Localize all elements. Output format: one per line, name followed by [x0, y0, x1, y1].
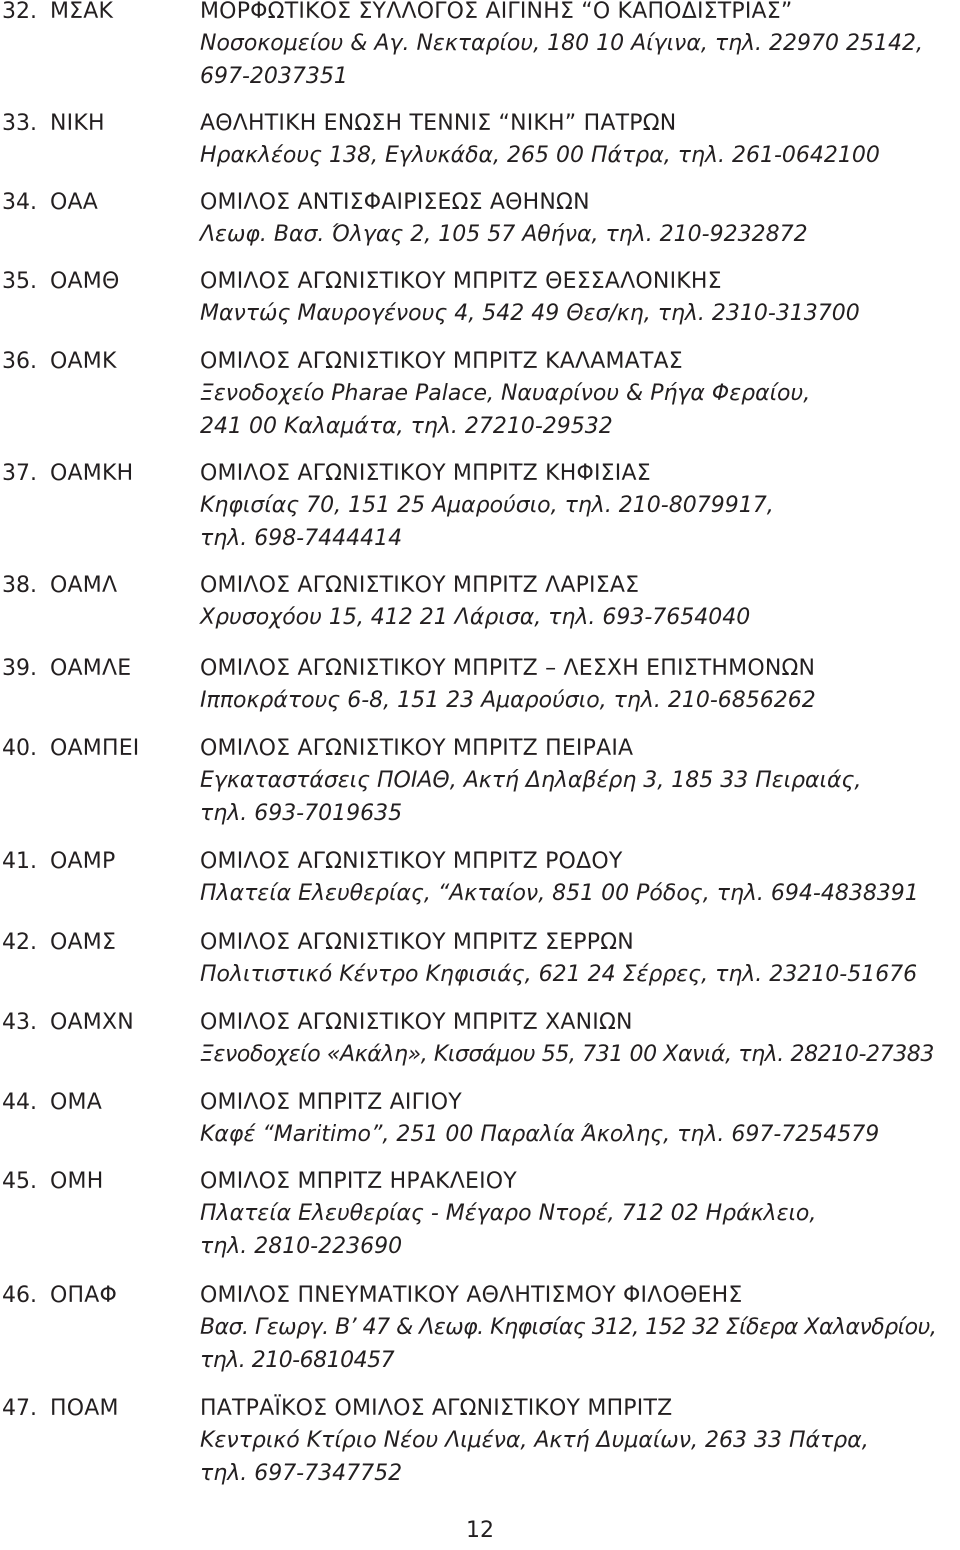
club-name: ΟΜΙΛΟΣ ΑΓΩΝΙΣΤΙΚΟΥ ΜΠΡΙΤΖ ΚΗΦΙΣΙΑΣ [200, 461, 651, 486]
address-line: τηλ. 693-7019635 [200, 800, 403, 826]
club-name: ΟΜΙΛΟΣ ΑΓΩΝΙΣΤΙΚΟΥ ΜΠΡΙΤΖ ΚΑΛΑΜΑΤΑΣ [200, 349, 683, 374]
entry-number: 35. [2, 269, 37, 294]
club-abbreviation: ΠΟΑΜ [50, 1396, 119, 1421]
club-address [200, 878, 955, 911]
address-line: τηλ. 697-7347752 [200, 1460, 403, 1486]
club-address [200, 1425, 955, 1490]
club-name: ΟΜΙΛΟΣ ΑΓΩΝΙΣΤΙΚΟΥ ΜΠΡΙΤΖ ΣΕΡΡΩΝ [200, 930, 634, 955]
club-address [200, 685, 955, 718]
entry-number: 33. [2, 111, 37, 136]
club-abbreviation: ΟΑΜΚΗ [50, 461, 134, 486]
club-address [200, 298, 955, 331]
address-line: 697-2037351 [200, 63, 348, 89]
entry-number: 46. [2, 1283, 37, 1308]
club-abbreviation: ΟΜΑ [50, 1090, 102, 1115]
entry-number: 42. [2, 930, 37, 955]
club-address [200, 28, 955, 93]
club-name: ΟΜΙΛΟΣ ΑΓΩΝΙΣΤΙΚΟΥ ΜΠΡΙΤΖ ΠΕΙΡΑΙΑ [200, 736, 634, 761]
entry-number: 47. [2, 1396, 37, 1421]
address-line: Κηφισίας 70, 151 25 Αμαρούσιο, τηλ. 210-8079917, [200, 493, 774, 518]
address-line: Πλατεία Ελευθερίας - Μέγαρο Ντορέ, 712 02 Ηράκλειο, [200, 1201, 817, 1226]
club-abbreviation: ΝΙΚΗ [50, 111, 105, 136]
entry-number: 38. [2, 573, 37, 598]
entry-number: 44. [2, 1090, 37, 1115]
club-name: ΟΜΙΛΟΣ ΑΓΩΝΙΣΤΙΚΟΥ ΜΠΡΙΤΖ ΧΑΝΙΩΝ [200, 1010, 633, 1035]
club-name: ΟΜΙΛΟΣ ΠΝΕΥΜΑΤΙΚΟΥ ΑΘΛΗΤΙΣΜΟΥ ΦΙΛΟΘΕΗΣ [200, 1283, 743, 1308]
club-name: ΟΜΙΛΟΣ ΑΓΩΝΙΣΤΙΚΟΥ ΜΠΡΙΤΖ ΛΑΡΙΣΑΣ [200, 573, 640, 598]
club-abbreviation: ΟΑΜΛ [50, 573, 118, 598]
club-abbreviation: ΟΠΑΦ [50, 1283, 118, 1308]
club-name: ΟΜΙΛΟΣ ΑΓΩΝΙΣΤΙΚΟΥ ΜΠΡΙΤΖ ΡΟΔΟΥ [200, 849, 623, 874]
club-address [200, 602, 955, 635]
entry-number: 45. [2, 1169, 37, 1194]
club-abbreviation: ΟΑΑ [50, 190, 99, 215]
address-line: τηλ. 698-7444414 [200, 525, 403, 551]
address-line: 241 00 Καλαμάτα, τηλ. 27210-29532 [200, 413, 613, 439]
club-name: ΜΟΡΦΩΤΙΚΟΣ ΣΥΛΛΟΓΟΣ ΑΙΓΙΝΗΣ “Ο ΚΑΠΟΔΙΣΤΡΙΑΣ” [200, 0, 793, 24]
address-line: Ξενοδοχείο Pharae Palace, Ναυαρίνου & Ρήγα Φεραίου, [200, 381, 811, 406]
address-line: Χρυσοχόου 15, 412 21 Λάρισα, τηλ. 693-7654040 [200, 605, 751, 630]
club-address [200, 378, 955, 443]
entry-number: 37. [2, 461, 37, 486]
entry-number: 39. [2, 656, 37, 681]
club-name: ΟΜΙΛΟΣ ΑΓΩΝΙΣΤΙΚΟΥ ΜΠΡΙΤΖ ΘΕΣΣΑΛΟΝΙΚΗΣ [200, 269, 722, 294]
club-address [200, 1198, 955, 1263]
club-abbreviation: ΟΜΗ [50, 1169, 104, 1194]
club-address [200, 140, 955, 173]
club-name: ΟΜΙΛΟΣ ΜΠΡΙΤΖ ΗΡΑΚΛΕΙΟΥ [200, 1169, 517, 1194]
club-abbreviation: ΟΑΜΚ [50, 349, 117, 374]
club-address [200, 959, 955, 992]
club-abbreviation: ΟΑΜΣ [50, 930, 117, 955]
club-abbreviation: ΟΑΜΠΕΙ [50, 736, 140, 761]
club-address [200, 1119, 955, 1152]
club-abbreviation: ΟΑΜΧΝ [50, 1010, 134, 1035]
club-address [200, 490, 955, 555]
address-line: Ηρακλέους 138, Εγλυκάδα, 265 00 Πάτρα, τηλ. 261-0642100 [200, 143, 880, 168]
address-line: τηλ. 210-6810457 [200, 1347, 395, 1373]
address-line: Νοσοκομείου & Αγ. Νεκταρίου, 180 10 Αίγινα, τηλ. 22970 25142, [200, 31, 923, 56]
club-name: ΟΜΙΛΟΣ ΜΠΡΙΤΖ ΑΙΓΙΟΥ [200, 1090, 462, 1115]
address-line: Μαντώς Μαυρογένους 4, 542 49 Θεσ/κη, τηλ. 2310-313700 [200, 301, 860, 326]
address-line: Βασ. Γεωργ. Β’ 47 & Λεωφ. Κηφισίας 312, 152 32 Σίδερα Χαλανδρίου, [200, 1315, 937, 1340]
club-abbreviation: ΜΣΑΚ [50, 0, 114, 24]
address-line: Πολιτιστικό Κέντρο Κηφισιάς, 621 24 Σέρρες, τηλ. 23210-51676 [200, 962, 918, 987]
club-abbreviation: ΟΑΜΡ [50, 849, 116, 874]
address-line: Λεωφ. Βασ. Όλγας 2, 105 57 Αθήνα, τηλ. 210-9232872 [200, 222, 808, 247]
club-name: ΟΜΙΛΟΣ ΑΓΩΝΙΣΤΙΚΟΥ ΜΠΡΙΤΖ – ΛΕΣΧΗ ΕΠΙΣΤΗΜΟΝΩΝ [200, 656, 816, 681]
club-address [200, 1039, 955, 1072]
entry-number: 34. [2, 190, 37, 215]
address-line: Καφέ “Maritimo”, 251 00 Παραλία Άκολης, τηλ. 697-7254579 [200, 1122, 880, 1147]
address-line: Ιπποκράτους 6-8, 151 23 Αμαρούσιο, τηλ. 210-6856262 [200, 688, 816, 713]
address-line: Εγκαταστάσεις ΠΟΙΑΘ, Ακτή Δηλαβέρη 3, 185 33 Πειραιάς, [200, 768, 862, 793]
club-name: ΟΜΙΛΟΣ ΑΝΤΙΣΦΑΙΡΙΣΕΩΣ ΑΘΗΝΩΝ [200, 190, 590, 215]
address-line: Κεντρικό Κτίριο Νέου Λιμένα, Ακτή Δυμαίων, 263 33 Πάτρα, [200, 1428, 869, 1453]
address-line: τηλ. 2810-223690 [200, 1233, 403, 1259]
entry-number: 32. [2, 0, 37, 24]
entry-number: 41. [2, 849, 37, 874]
club-abbreviation: ΟΑΜΛΕ [50, 656, 132, 681]
page-number: 12 [466, 1518, 494, 1543]
club-abbreviation: ΟΑΜΘ [50, 269, 120, 294]
club-name: ΠΑΤΡΑΪΚΟΣ ΟΜΙΛΟΣ ΑΓΩΝΙΣΤΙΚΟΥ ΜΠΡΙΤΖ [200, 1396, 673, 1421]
entry-number: 36. [2, 349, 37, 374]
club-name: ΑΘΛΗΤΙΚΗ ΕΝΩΣΗ ΤΕΝΝΙΣ “ΝΙΚΗ” ΠΑΤΡΩΝ [200, 111, 677, 136]
club-address [200, 765, 955, 830]
address-line: Πλατεία Ελευθερίας, “Ακταίον, 851 00 Ρόδος, τηλ. 694-4838391 [200, 881, 919, 906]
club-address [200, 1312, 955, 1377]
address-line: Ξενοδοχείο «Ακάλη», Κισσάμου 55, 731 00 Χανιά, τηλ. 28210-27383 [200, 1042, 934, 1067]
entry-number: 40. [2, 736, 37, 761]
entry-number: 43. [2, 1010, 37, 1035]
club-address [200, 219, 955, 252]
